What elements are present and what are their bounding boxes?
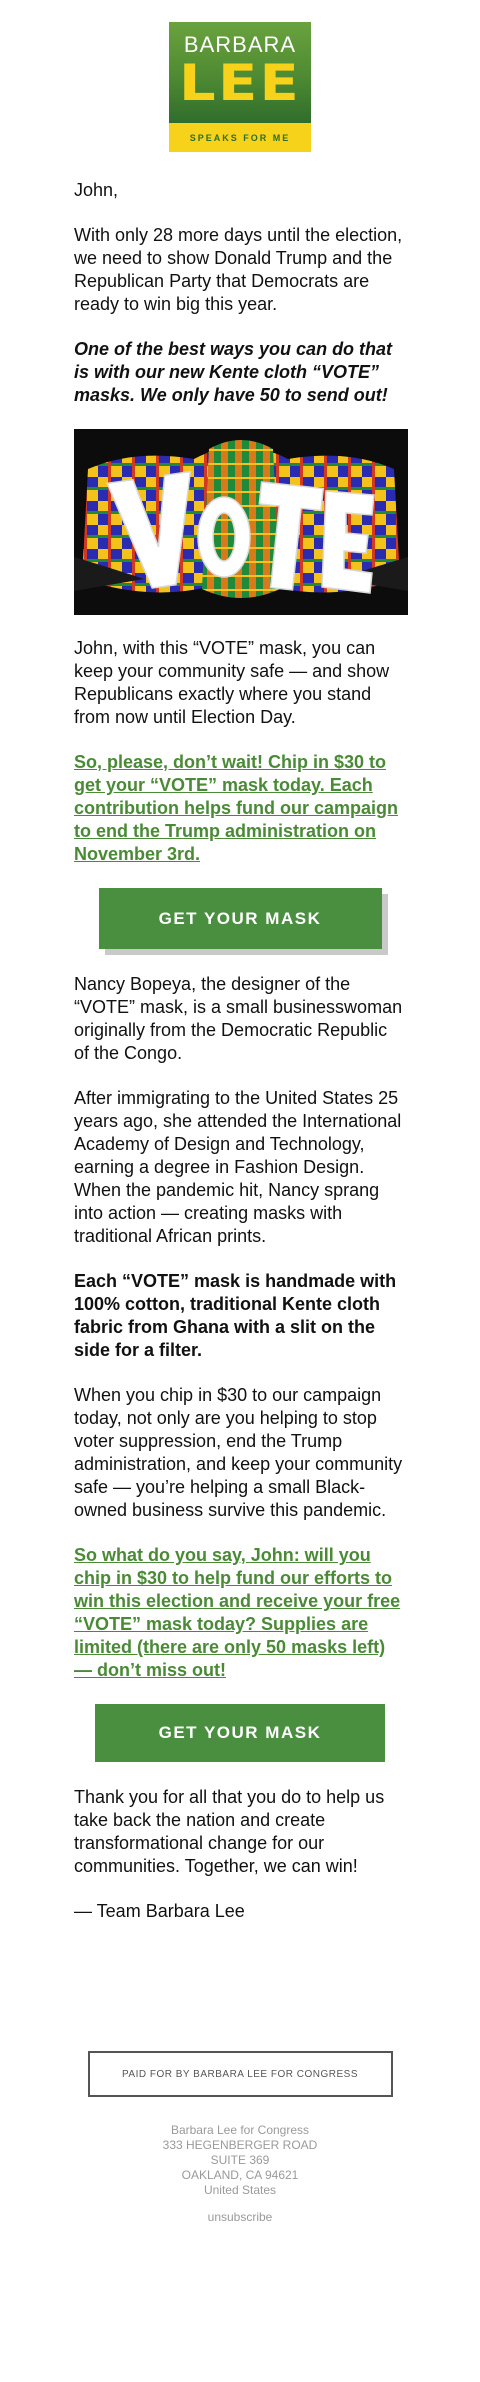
mask-illustration <box>74 429 408 615</box>
paragraph-1: With only 28 more days until the election, we need to show Donald Trump and the Republican Party that Democrats are ready to win big this year. <box>74 225 403 314</box>
barbara-lee-logo[interactable] <box>169 22 311 143</box>
address-line: Barbara Lee for Congress <box>170 2123 310 2137</box>
logo-container <box>0 0 480 143</box>
greeting: John, <box>74 180 119 200</box>
paragraph-3: John, with this “VOTE” mask, you can keep your community safe — and show Republicans exactly where you stand from now until Election Day. <box>74 638 390 727</box>
paragraph-8: Thank you for all that you do to help us take back the nation and create transformational change for our communities. Together, we can win! <box>74 1787 385 1876</box>
paid-for-box: PAID FOR BY BARBARA LEE FOR CONGRESS <box>88 2051 393 2097</box>
footer <box>0 2051 480 2224</box>
logo-green-block <box>169 22 311 123</box>
paragraph-7: When you chip in $30 to our campaign today, not only are you helping to stop voter suppression, end the Trump administration, and keep your community safe — you’re helping a small Black-owned business survive this pandemic. <box>74 1385 403 1520</box>
address-line: OAKLAND, CA 94621 <box>181 2168 299 2182</box>
logo-name-last: LEE <box>178 54 302 112</box>
address-line: SUITE 369 <box>210 2153 270 2167</box>
paragraph-6-bold: Each “VOTE” mask is handmade with 100% cotton, traditional Kente cloth fabric from Ghana with a slit on the side for a filter. <box>74 1271 397 1360</box>
donate-link-2[interactable]: So what do you say, John: will you chip in $30 to help fund our efforts to win this election and receive your free “VOTE” mask today? Supplies are limited (there are only 50 masks left) — don’t miss out! <box>74 1545 401 1680</box>
mailing-address <box>0 2123 480 2198</box>
button-2-wrapper <box>74 1704 406 1762</box>
address-line: 333 HEGENBERGER ROAD <box>162 2138 318 2152</box>
paragraph-2-bold-italic: One of the best ways you can do that is with our new Kente cloth “VOTE” masks. We only have 50 to send out! <box>74 339 393 405</box>
get-your-mask-button-2[interactable]: GET YOUR MASK <box>95 1704 385 1762</box>
get-your-mask-button-1[interactable]: GET YOUR MASK <box>99 888 382 949</box>
button-1-wrapper <box>74 888 406 949</box>
logo-tagline: SPEAKS FOR ME <box>189 132 291 143</box>
paragraph-5: After immigrating to the United States 25 years ago, she attended the International Academy of Design and Technology, earning a degree in Fashion Design. When the pandemic hit, Nancy sprang into action — creating masks with traditional African prints. <box>74 1088 402 1246</box>
kente-vote-mask-image[interactable] <box>74 429 408 615</box>
unsubscribe-link[interactable]: unsubscribe <box>207 2210 273 2224</box>
address-line: United States <box>203 2183 277 2197</box>
logo-name-first: BARBARA <box>183 32 297 57</box>
donate-link-1[interactable]: So, please, don’t wait! Chip in $30 to get your “VOTE” mask today. Each contribution helps fund our campaign to end the Trump administration on November 3rd. <box>74 752 398 864</box>
signoff: — Team Barbara Lee <box>74 1901 245 1921</box>
email-body <box>0 179 480 1923</box>
paragraph-4: Nancy Bopeya, the designer of the “VOTE” mask, is a small businesswoman originally from the Democratic Republic of the Congo. <box>74 974 403 1063</box>
logo-yellow-band <box>169 123 311 152</box>
